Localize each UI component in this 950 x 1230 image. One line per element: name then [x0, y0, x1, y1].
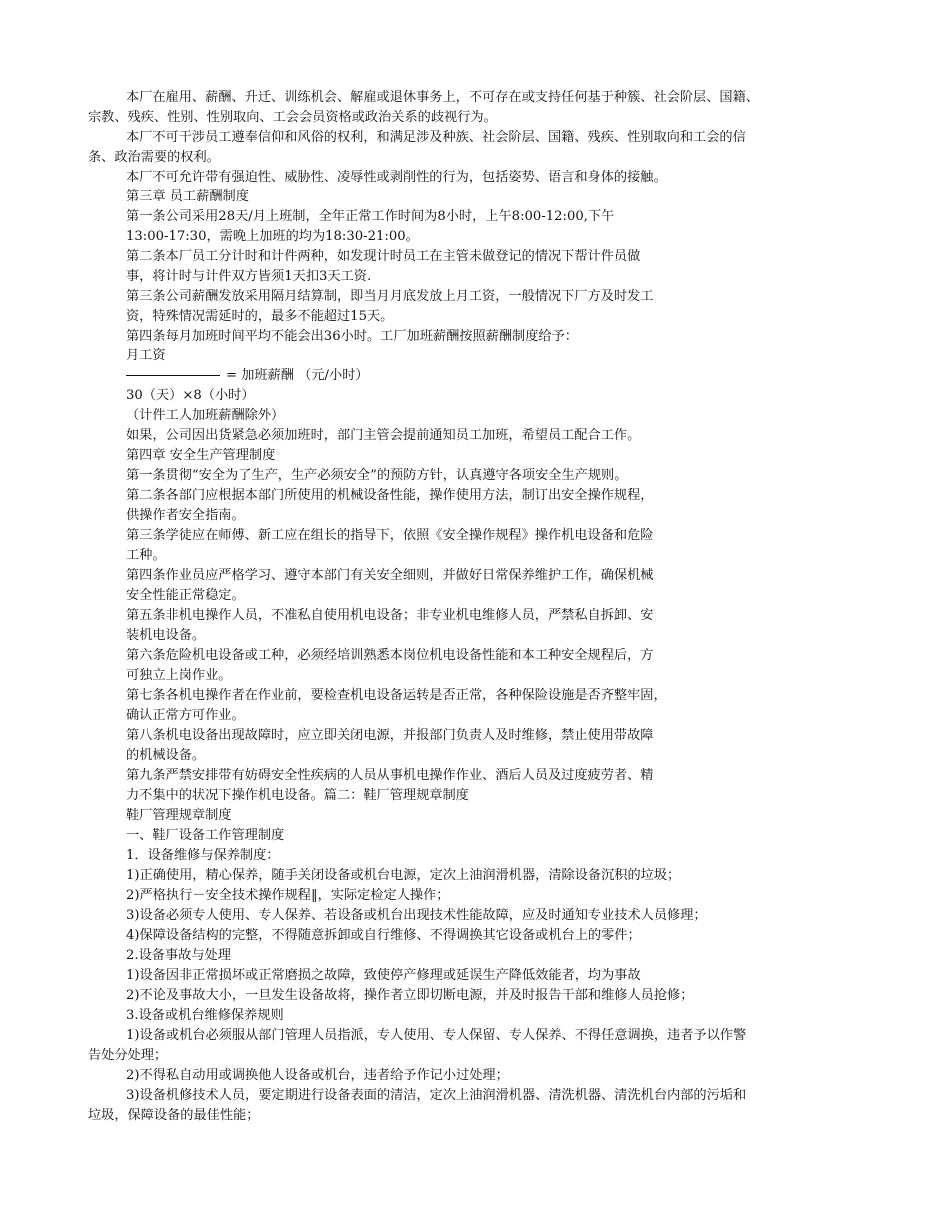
formula-result: = 加班薪酬 （元/小时） — [226, 368, 369, 383]
subsection-heading: 3.设备或机台维修保养规则 — [126, 1008, 284, 1023]
formula-denominator: 30（天）×8（小时） — [126, 388, 255, 403]
paragraph-line: 第四条每月加班时间平均不能会出36小时。工厂加班薪酬按照薪酬制度给予： — [126, 329, 578, 344]
list-item-continued: 垃圾，保障设备的最佳性能； — [88, 1108, 260, 1123]
paragraph-line: 确认正常方可作业。 — [126, 708, 245, 723]
fraction-rule — [126, 375, 220, 376]
list-item: 2)严格执行－安全技术操作规程‖，实际定检定人操作； — [126, 888, 450, 903]
section-heading: 一、鞋厂设备工作管理制度 — [126, 828, 285, 843]
paragraph-line: 供操作者安全指南。 — [126, 508, 245, 523]
list-item: 2)不论及事故大小，一旦发生设备故将，操作者立即切断电源，并及时报告干部和维修人员抢修； — [126, 988, 694, 1003]
paragraph-line: 第七条各机电操作者在作业前，要检查机电设备运转是否正常，各种保险设施是否齐整牢固， — [126, 688, 667, 703]
paragraph-line: （计件工人加班薪酬除外） — [126, 408, 285, 423]
list-item: 1)正确使用，精心保养，随手关闭设备或机台电源，定次上油润滑机器，清除设备沉积的垃圾； — [126, 868, 681, 883]
list-item: 1)设备或机台必须服从部门管理人员指派，专人使用、专人保留、专人保养、不得任意调换，违者予以作警 — [126, 1028, 747, 1043]
paragraph-line: 安全性能正常稳定。 — [126, 588, 245, 603]
list-item: 2)不得私自动用或调换他人设备或机台，违者给予作记小过处理； — [126, 1068, 509, 1083]
formula-fraction-line — [126, 366, 369, 386]
chapter-heading: 第四章 安全生产管理制度 — [126, 448, 276, 463]
paragraph-line: 第五条非机电操作人员，不准私自使用机电设备；非专业机电维修人员，严禁私自拆卸、安 — [126, 608, 654, 623]
formula-numerator: 月工资 — [126, 348, 166, 363]
paragraph-line: 宗教、残疾、性别、性别取向、工会会员资格或政治关系的歧视行为。 — [88, 110, 497, 125]
section-title: 鞋厂管理规章制度 — [126, 808, 232, 823]
paragraph-line: 第八条机电设备出现故障时，应立即关闭电源，并报部门负责人及时维修，禁止使用带故障 — [126, 728, 654, 743]
subsection-heading: 2.设备事故与处理 — [126, 948, 231, 963]
chapter-heading: 第三章 员工薪酬制度 — [126, 189, 249, 204]
paragraph-line: 本厂不可允许带有强迫性、威胁性、凌辱性或剥削性的行为，包括姿势、语言和身体的接触。 — [126, 170, 667, 185]
paragraph-line: 第一条贯彻“安全为了生产，生产必须安全”的预防方针，认真遵守各项安全生产规则。 — [126, 468, 628, 483]
paragraph-line: 事，将计时与计件双方皆须1天扣3天工资. — [126, 269, 372, 284]
subsection-heading: 1．设备维修与保养制度： — [126, 848, 280, 863]
paragraph-line: 第三条公司薪酬发放采用隔月结算制，即当月月底发放上月工资，一般情况下厂方及时发工 — [126, 289, 654, 304]
list-item: 3)设备机修技术人员，要定期进行设备表面的清洁，定次上油润滑机器、清洗机器、清洗机台内部的污垢和 — [126, 1088, 747, 1103]
paragraph-line: 第一条公司采用28天/月上班制，全年正常工作时间为8小时，上午8:00-12:00,下午 — [126, 209, 615, 224]
paragraph-line: 资，特殊情况需延时的，最多不能超过15天。 — [126, 309, 394, 324]
paragraph-line: 可独立上岗作业。 — [126, 668, 232, 683]
paragraph-line: 如果，公司因出货紧急必须加班时，部门主管会提前通知员工加班，希望员工配合工作。 — [126, 428, 641, 443]
paragraph-line: 第二条本厂员工分计时和计件两种，如发现计时员工在主管未做登记的情况下帮计件员做 — [126, 249, 641, 264]
list-item: 4)保障设备结构的完整，不得随意拆卸或自行维修、不得调换其它设备或机台上的零件； — [126, 928, 641, 943]
paragraph-line: 13:00-17:30，需晚上加班的均为18:30-21:00。 — [126, 229, 419, 244]
list-item: 3)设备必须专人使用、专人保养、若设备或机台出现技术性能故障，应及时通知专业技术人员修理； — [126, 908, 707, 923]
paragraph-line: 装机电设备。 — [126, 628, 206, 643]
paragraph-line: 力不集中的状况下操作机电设备。篇二：鞋厂管理规章制度 — [126, 788, 469, 803]
paragraph-line: 本厂在雇用、薪酬、升迁、训练机会、解雇或退休事务上，不可存在或支持任何基于种簇、社会阶层、国籍、 — [126, 90, 759, 105]
paragraph-line: 工种。 — [126, 548, 166, 563]
paragraph-line: 第二条各部门应根据本部门所使用的机械设备性能，操作使用方法，制订出安全操作规程， — [126, 488, 654, 503]
paragraph-line: 本厂不可干涉员工遵奉信仰和风俗的权利，和满足涉及种族、社会阶层、国籍、残疾、性别取向和工会的信 — [126, 130, 746, 145]
list-item: 1)设备因非正常损坏或正常磨损之故障，致使停产修理或延误生产降低效能者，均为事故 — [126, 968, 641, 983]
paragraph-line: 第三条学徒应在师傅、新工应在组长的指导下，依照《安全操作规程》操作机电设备和危险 — [126, 528, 654, 543]
paragraph-line: 的机械设备。 — [126, 748, 206, 763]
paragraph-line: 条、政治需要的权利。 — [88, 150, 220, 165]
paragraph-line: 第四条作业员应严格学习、遵守本部门有关安全细则，并做好日常保养维护工作，确保机械 — [126, 568, 654, 583]
list-item-continued: 告处分处理； — [88, 1048, 168, 1063]
paragraph-line: 第六条危险机电设备或工种，必须经培训熟悉本岗位机电设备性能和本工种安全规程后，方 — [126, 648, 654, 663]
paragraph-line: 第九条严禁安排带有妨碍安全性疾病的人员从事机电操作作业、酒后人员及过度疲劳者、精 — [126, 768, 654, 783]
